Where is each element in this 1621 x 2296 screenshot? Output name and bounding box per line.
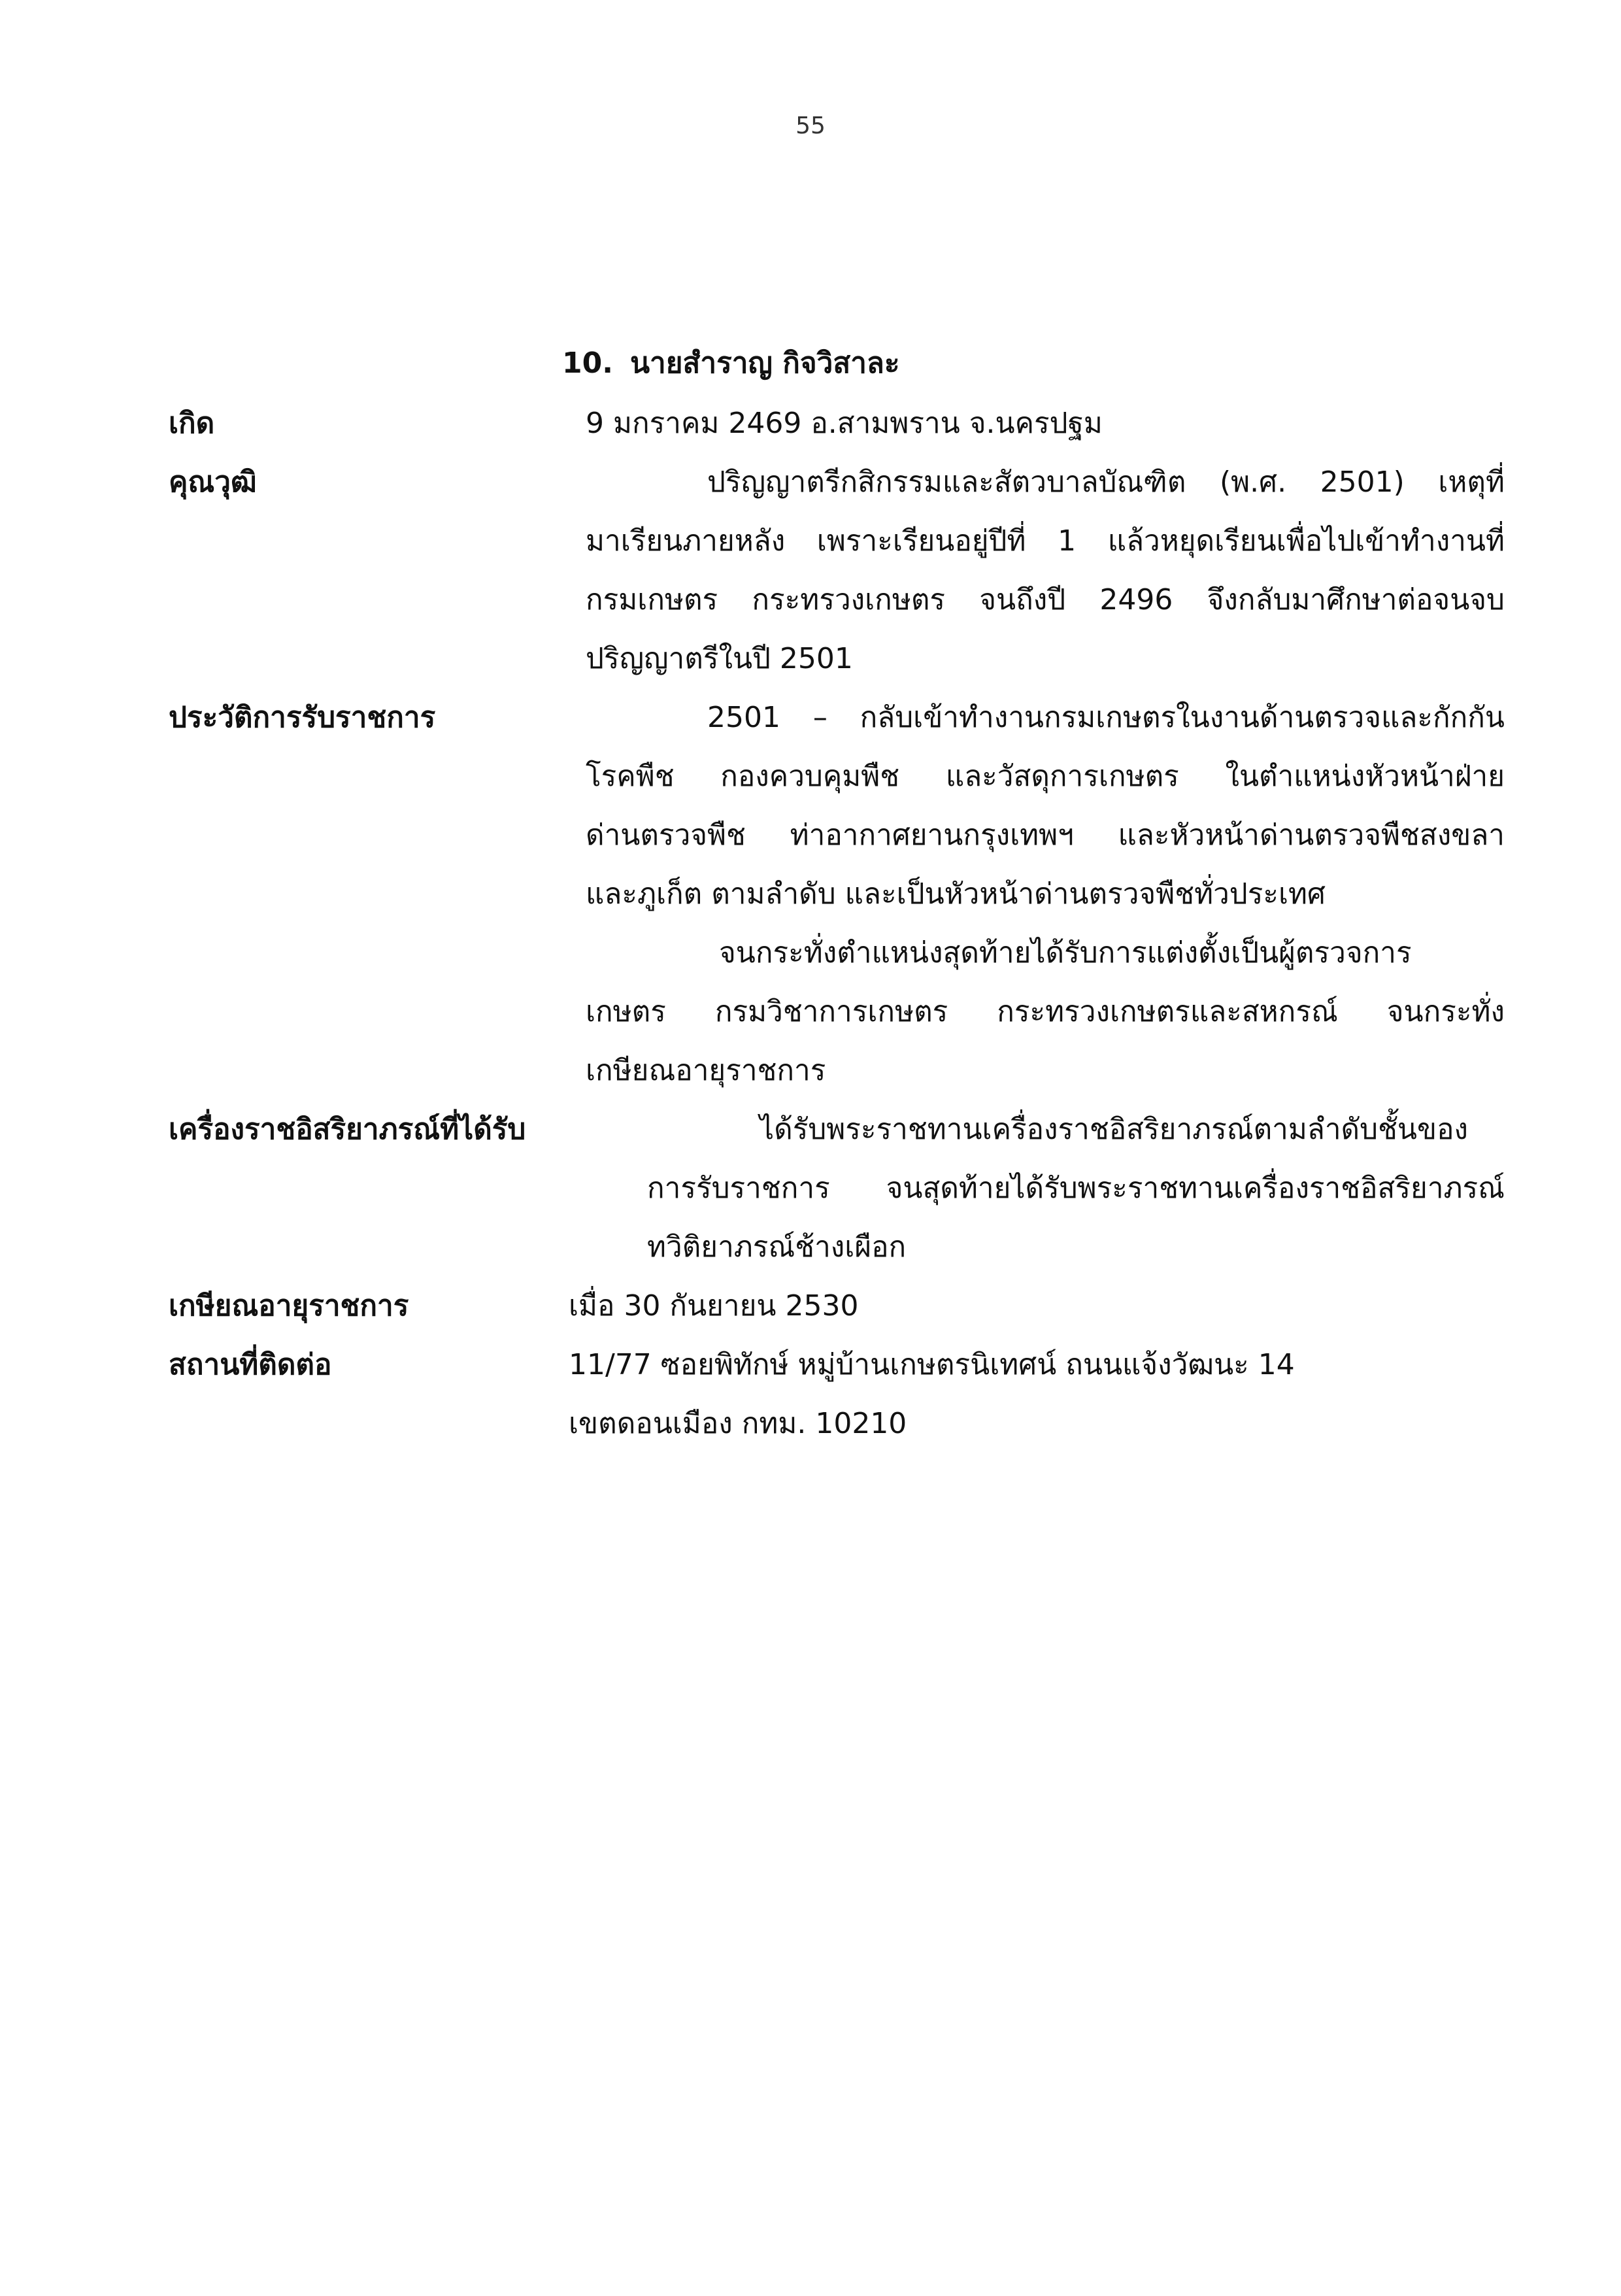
education-line: กรมเกษตร กระทรวงเกษตร จนถึงปี 2496 จึงกลับมาศึกษาต่อจนจบ (586, 583, 1505, 616)
decorations-line: ได้รับพระราชทานเครื่องราชอิสริยาภรณ์ตามลำดับชั้นของ (760, 1113, 1468, 1146)
career-line: ด่านตรวจพืช ท่าอากาศยานกรุงเทพฯ และหัวหน้าด่านตรวจพืชสงขลา (586, 819, 1505, 852)
contact-line: 11/77 ซอยพิทักษ์ หมู่บ้านเกษตรนิเทศน์ ถนนแจ้งวัฒนะ 14 (569, 1348, 1295, 1381)
decorations-label: เครื่องราชอิสริยาภรณ์ที่ได้รับ (169, 1113, 526, 1146)
born-label: เกิด (169, 407, 215, 440)
entry-title (562, 340, 900, 386)
contact-line: เขตดอนเมือง กทม. 10210 (569, 1407, 907, 1440)
decorations-line: การรับราชการ จนสุดท้ายได้รับพระราชทานเครื่องราชอิสริยาภรณ์ (647, 1172, 1505, 1205)
page-number: 55 (795, 112, 826, 139)
career-line: โรคพืช กองควบคุมพืช และวัสดุการเกษตร ในตำแหน่งหัวหน้าฝ่าย (586, 760, 1505, 793)
career-line: เกษตร กรมวิชาการเกษตร กระทรวงเกษตรและสหกรณ์ จนกระทั่ง (586, 995, 1505, 1028)
contact-label: สถานที่ติดต่อ (169, 1348, 332, 1381)
retirement-label: เกษียณอายุราชการ (169, 1289, 409, 1323)
education-line: มาเรียนภายหลัง เพราะเรียนอยู่ปีที่ 1 แล้วหยุดเรียนเพื่อไปเข้าทำงานที่ (586, 524, 1505, 558)
career-line: 2501 – กลับเข้าทำงานกรมเกษตรในงานด้านตรวจและกักกัน (707, 701, 1505, 734)
entry-name: นายสำราญ กิจวิสาละ (629, 346, 900, 380)
career-line: จนกระทั่งตำแหน่งสุดท้ายได้รับการแต่งตั้งเป็นผู้ตรวจการ (719, 936, 1412, 970)
education-label: คุณวุฒิ (169, 465, 257, 499)
decorations-line: ทวิติยาภรณ์ช้างเผือก (647, 1230, 907, 1264)
education-line: ปริญญาตรีกสิกรรมและสัตวบาลบัณฑิต (พ.ศ. 2501) เหตุที่ (707, 465, 1505, 499)
born-value: 9 มกราคม 2469 อ.สามพราน จ.นครปฐม (586, 407, 1103, 440)
career-label: ประวัติการรับราชการ (169, 701, 436, 734)
retirement-value: เมื่อ 30 กันยายน 2530 (569, 1289, 859, 1323)
career-line: เกษียณอายุราชการ (586, 1054, 826, 1087)
entry-number: 10. (562, 346, 613, 380)
education-line: ปริญญาตรีในปี 2501 (586, 642, 853, 675)
career-line: และภูเก็ต ตามลำดับ และเป็นหัวหน้าด่านตรวจพืชทั่วประเทศ (586, 877, 1326, 911)
